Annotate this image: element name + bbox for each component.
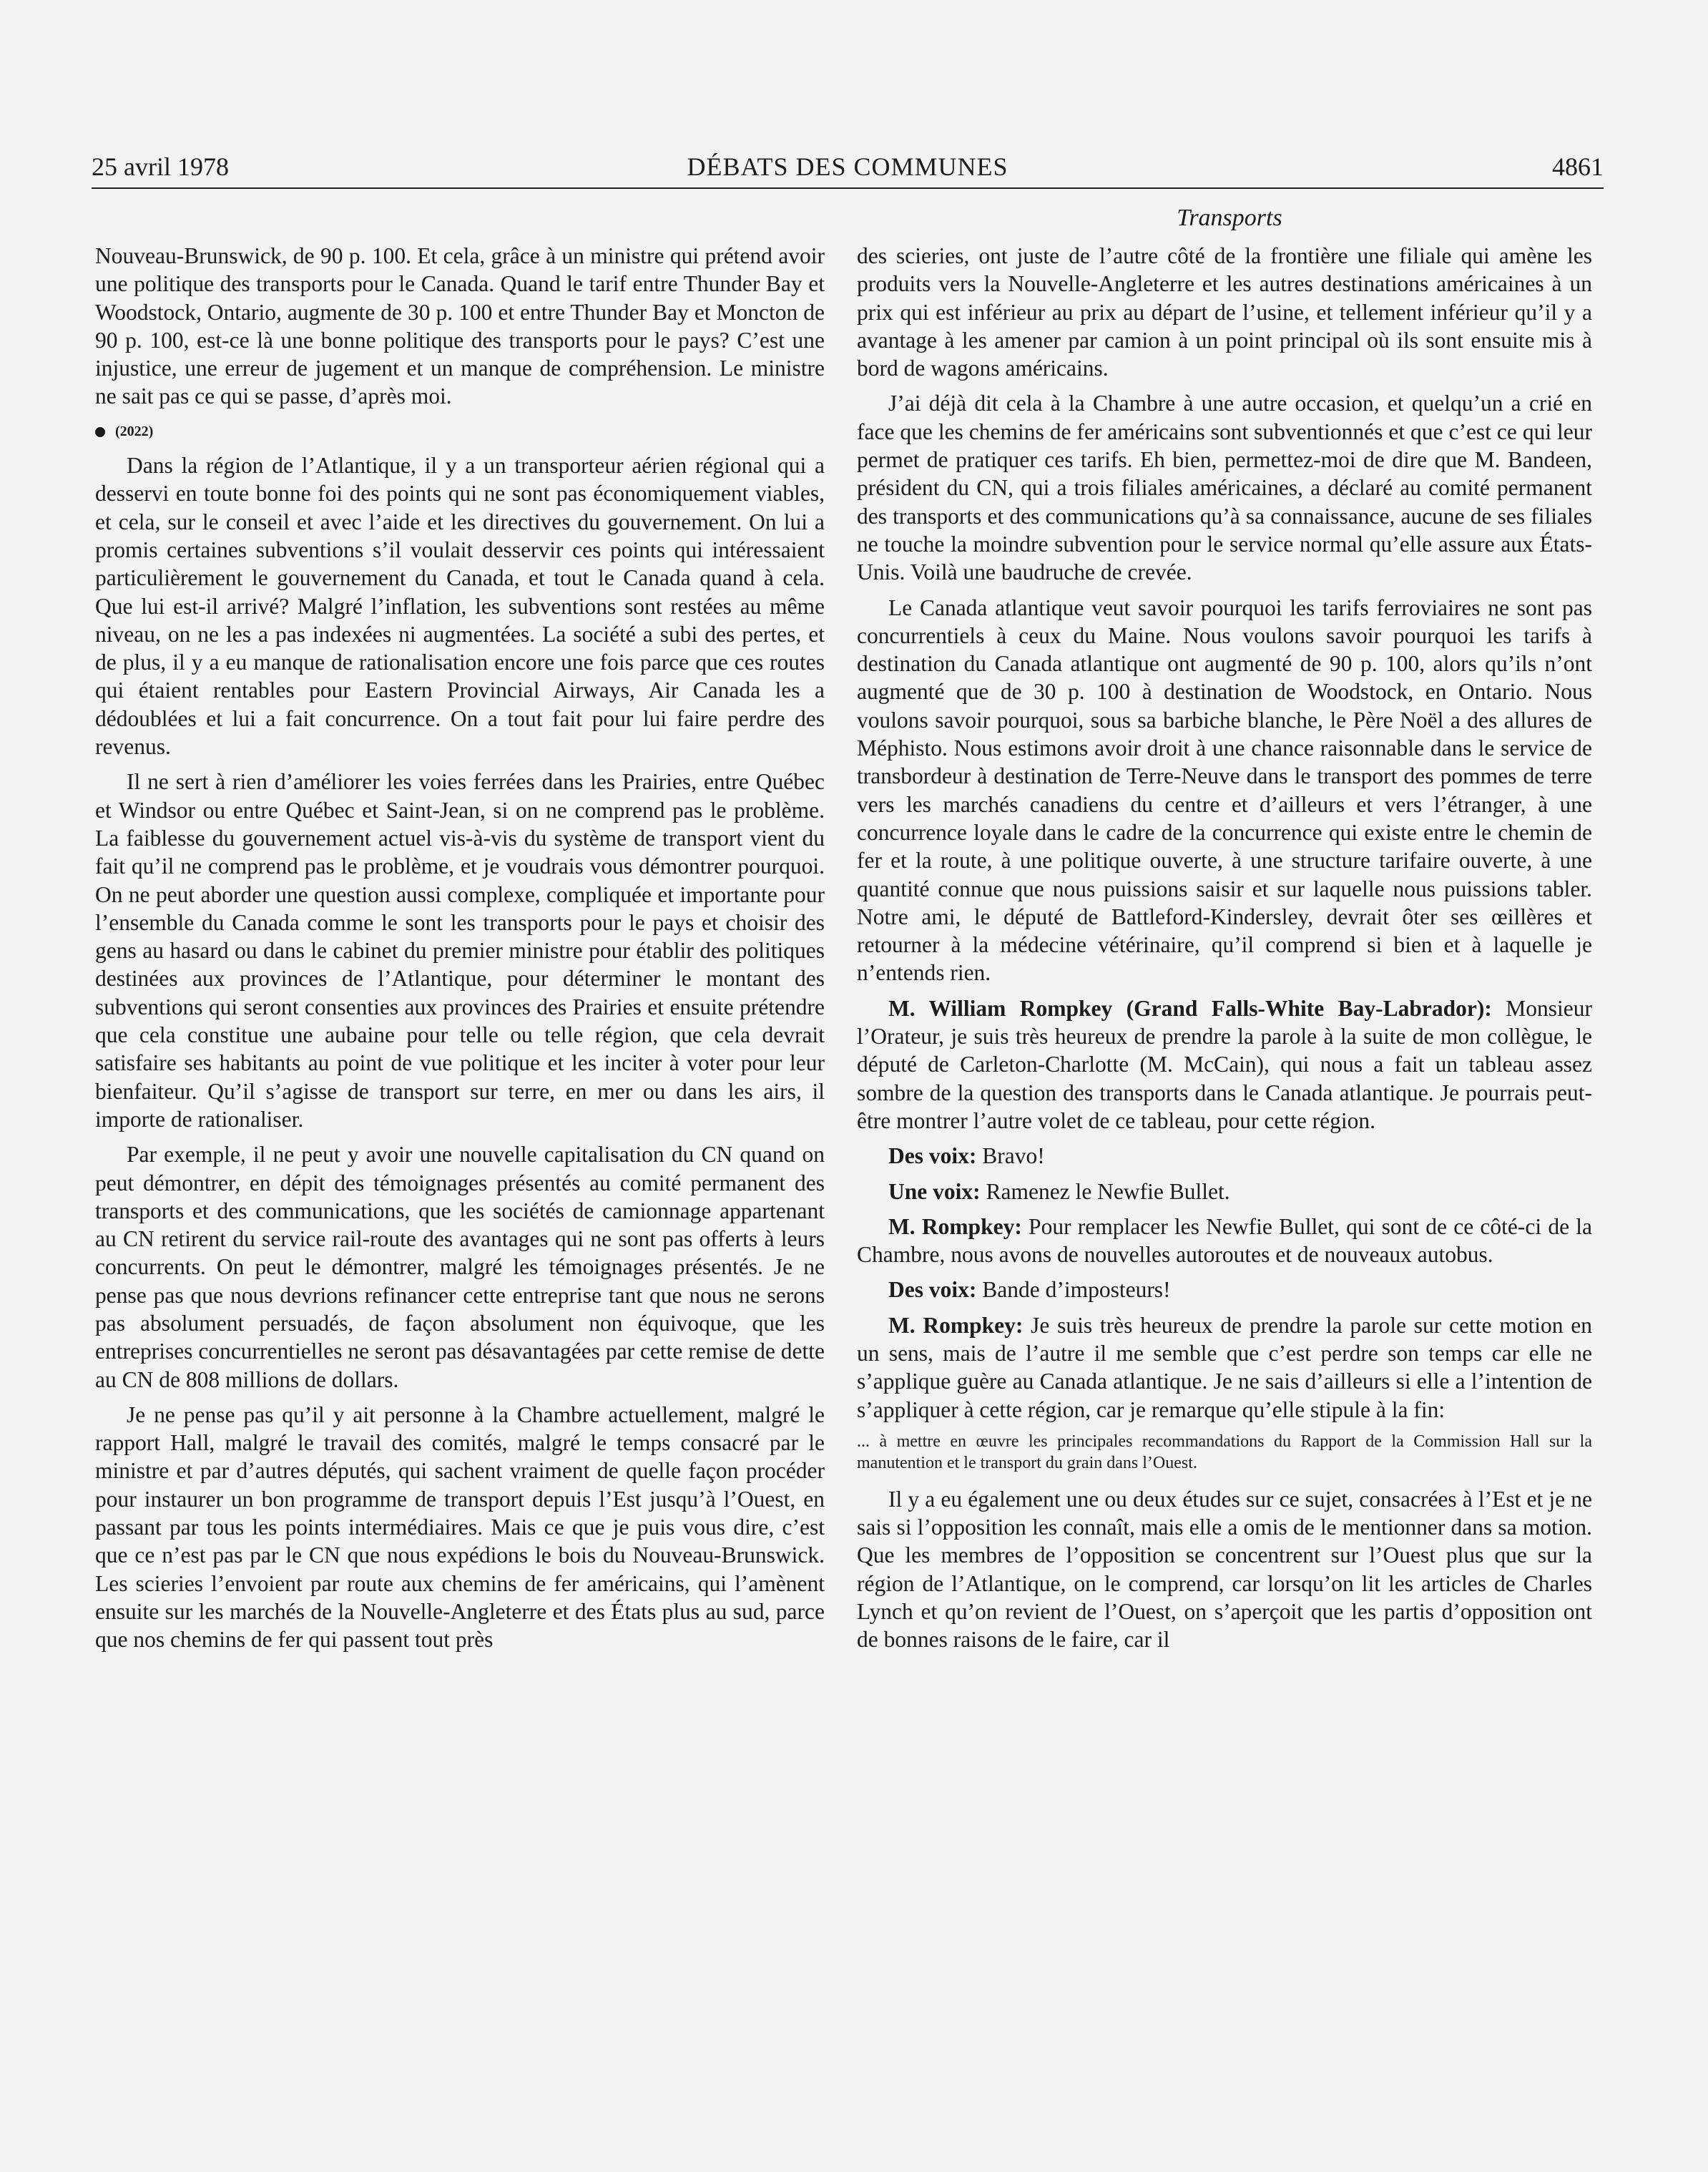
speaker-name: Des voix: bbox=[888, 1277, 977, 1303]
paragraph: des scieries, ont juste de l’autre côté de la frontière une filiale qui amène les produits vers la Nouvelle-Angleterre et les autres destinations américaines à un prix qui est inférieur au prix au départ de l’usine, et tellement inférieur qu’il y a avantage à les amener par camion à un point principal où ils sont ensuite mis à bord de wagons américains. bbox=[857, 243, 1592, 381]
page-number: 4861 bbox=[1552, 152, 1604, 181]
speech-text: Bande d’imposteurs! bbox=[982, 1277, 1171, 1303]
speech-paragraph bbox=[857, 1311, 1592, 1424]
speaker-name: M. William Rompkey (Grand Falls-White Bay-Labrador): bbox=[888, 995, 1492, 1021]
bullet-dot-icon bbox=[95, 427, 105, 437]
paragraph: Il y a eu également une ou deux études sur ce sujet, consacrées à l’Est et je ne sais si l’opposition les connaît, mais elle a omis de le mentionner dans sa motion. Que les membres de l’opposition se concentrent sur l’Ouest plus que sur la région de l’Atlantique, on le comprend, car lorsqu’on lit les articles de Charles Lynch et qu’on revient de l’Ouest, on s’aperçoit que les partis d’opposition ont de bonnes raisons de le faire, car il bbox=[857, 1486, 1592, 1653]
speaker-name: M. Rompkey: bbox=[888, 1312, 1024, 1338]
speech-paragraph bbox=[857, 1142, 1592, 1170]
time-marker-text: (2022) bbox=[115, 423, 154, 439]
speech-paragraph bbox=[857, 1178, 1592, 1205]
paragraph: Il ne sert à rien d’améliorer les voies ferrées dans les Prairies, entre Québec et Windsor ou entre Québec et Saint-Jean, si on ne comprend pas le problème. La faiblesse du gouvernement actuel vis-à-vis du système de transport vient du fait qu’il ne comprend pas le problème, et je voudrais vous démontrer pourquoi. On ne peut aborder une question aussi complexe, compliquée et importante pour l’ensemble du Canada comme le sont les transports pour le pays et choisir des gens au hasard ou dans le cabinet du premier ministre pour établir des politiques destinées aux provinces de l’Atlantique, pour déterminer le montant des subventions qui seront consenties aux provinces des Prairies et ensuite prétendre que cela constitue une aubaine pour telle ou telle région, que cela devrait satisfaire ses habitants au point de vue politique et les inciter à voter pour leur bienfaiteur. Qu’il s’agisse de transport sur terre, en mer ou dans les airs, il importe de rationaliser. bbox=[95, 769, 825, 1132]
section-title: Transports bbox=[1177, 205, 1282, 231]
page-header bbox=[92, 152, 1604, 189]
time-marker bbox=[95, 418, 825, 446]
speech-text: Bravo! bbox=[982, 1143, 1045, 1169]
paragraph: Dans la région de l’Atlantique, il y a un transporteur aérien régional qui a desservi en toute bonne foi des points qui ne sont pas économiquement viables, et cela, sur le conseil et avec l’aide et les directives du gouvernement. On lui a promis certaines subventions s’il voulait desservir ces points qui intéressaient particulièrement le gouvernement du Canada, et tout le Canada quand à cela. Que lui est-il arrivé? Malgré l’inflation, les subventions sont restées au même niveau, on ne les a pas indexées ni augmentées. La société a subi des pertes, et de plus, il y a eu manque de rationalisation encore une fois parce que ces routes qui étaient rentables pour Eastern Provincial Airways, Air Canada les a dédoublées et lui a fait concurrence. On a tout fait pour lui faire perdre des revenus. bbox=[95, 453, 825, 760]
speech-text: Je suis très heureux de prendre la parole sur cette motion en un sens, mais de l’autre il me semble que c’est perdre son temps car elle ne s’applique guère au Canada atlantique. Je ne sais d’ailleurs si elle a l’intention de s’appliquer à cette région, car je remarque qu’elle stipule à la fin: bbox=[857, 1312, 1593, 1422]
paragraph: Le Canada atlantique veut savoir pourquoi les tarifs ferroviaires ne sont pas concurrentiels à ceux du Maine. Nous voulons savoir pourquoi les tarifs à destination du Canada atlantique ont augmenté de 90 p. 100, alors qu’ils n’ont augmenté que de 30 p. 100 à destination de Woodstock, en Ontario. Nous voulons savoir pourquoi, sous sa barbiche blanche, le Père Noël a des allures de Méphisto. Nous estimons avoir droit à une chance raisonnable dans le service de transbordeur à destination de Terre-Neuve dans le transport des pommes de terre vers les marchés canadiens du centre et d’ailleurs et vers l’étranger, à une concurrence loyale dans le cadre de la concurrence qui existe entre le chemin de fer et la route, à une politique ouverte, à une structure tarifaire ouverte, à une quantité connue que nous puissions saisir et sur laquelle nous puissions tabler. Notre ami, le député de Battleford-Kindersley, devrait ôter ses œillères et retourner à la médecine vétérinaire, qu’il comprend si bien et à laquelle je n’entends rien. bbox=[857, 595, 1592, 986]
speaker-name: Une voix: bbox=[888, 1178, 981, 1204]
speaker-name: Des voix: bbox=[888, 1143, 977, 1169]
right-column bbox=[857, 242, 1592, 1661]
left-column bbox=[95, 242, 825, 1661]
block-quote: ... à mettre en œuvre les principales recommandations du Rapport de la Commission Hall sur la manutention et le transport du grain dans l’Ouest. bbox=[857, 1432, 1592, 1472]
speech-text: Ramenez le Newfie Bullet. bbox=[986, 1178, 1230, 1204]
speech-text: Monsieur l’Orateur, je suis très heureux de prendre la parole à la suite de mon collègue, le député de Carleton-Charlotte (M. McCain), qui nous a fait un tableau assez sombre de la question des transports dans le Canada atlantique. Je pourrais peut-être montrer l’autre volet de ce tableau, pour cette région. bbox=[857, 995, 1592, 1133]
header-date: 25 avril 1978 bbox=[92, 152, 229, 181]
paragraph: Je ne pense pas qu’il y ait personne à la Chambre actuellement, malgré le rapport Hall, malgré le travail des comités, malgré le temps consacré par le ministre et par d’autres députés, qui sachent vraiment de quelle façon procéder pour instaurer un bon programme de transport depuis l’Est jusqu’à l’Ouest, en passant par tous les points intermédiaires. Mais ce que je puis vous dire, c’est que ce n’est pas par le CN que nous expédions le bois du Nouveau-Brunswick. Les scieries l’envoient par route aux chemins de fer américains, qui l’amènent ensuite sur les marchés de la Nouvelle-Angleterre et des États plus au sud, parce que nos chemins de fer qui passent tout près bbox=[95, 1401, 825, 1653]
speech-text: Pour remplacer les Newfie Bullet, qui sont de ce côté-ci de la Chambre, nous avons de nouvelles autoroutes et de nouveaux autobus. bbox=[857, 1213, 1592, 1268]
paragraph: Par exemple, il ne peut y avoir une nouvelle capitalisation du CN quand on peut démontrer, en dépit des témoignages présentés au comité permanent des transports et des communications, que les sociétés de camionnage appartenant au CN retirent du service rail-route des avantages qui ne sont pas offerts à leurs concurrents. On peut le démontrer, malgré les témoignages présentés. Je ne pense pas que nous devrions refinancer cette entreprise tant que nous ne serons pas absolument persuadés, de façon absolument non équivoque, que les entreprises concurrentielles ne seront pas désavantagées par cette remise de dette au CN de 808 millions de dollars. bbox=[95, 1142, 825, 1392]
paragraph: J’ai déjà dit cela à la Chambre à une autre occasion, et quelqu’un a crié en face que les chemins de fer américains sont subventionnés et que c’est ce qui leur permet de pratiquer ces tarifs. Eh bien, permettez-moi de dire que M. Bandeen, président du CN, qui a trois filiales américaines, a déclaré au comité permanent des transports et des communications qu’à sa connaissance, aucune de ses filiales ne touche la moindre subvention pour le service normal qu’elle assure aux États-Unis. Voilà une baudruche de crevée. bbox=[857, 391, 1592, 585]
speech-paragraph bbox=[857, 994, 1592, 1135]
speech-paragraph bbox=[857, 1276, 1592, 1303]
speech-paragraph bbox=[857, 1213, 1592, 1269]
speaker-name: M. Rompkey: bbox=[888, 1213, 1022, 1239]
header-title: DÉBATS DES COMMUNES bbox=[687, 152, 1008, 181]
paragraph: Nouveau-Brunswick, de 90 p. 100. Et cela, grâce à un ministre qui prétend avoir une politique des transports pour le Canada. Quand le tarif entre Thunder Bay et Woodstock, Ontario, augmente de 30 p. 100 et entre Thunder Bay et Moncton de 90 p. 100, est-ce là une bonne politique des transports pour le pays? C’est une injustice, une erreur de jugement et un manque de compréhension. Le ministre ne sait pas ce qui se passe, d’après moi. bbox=[95, 243, 825, 409]
